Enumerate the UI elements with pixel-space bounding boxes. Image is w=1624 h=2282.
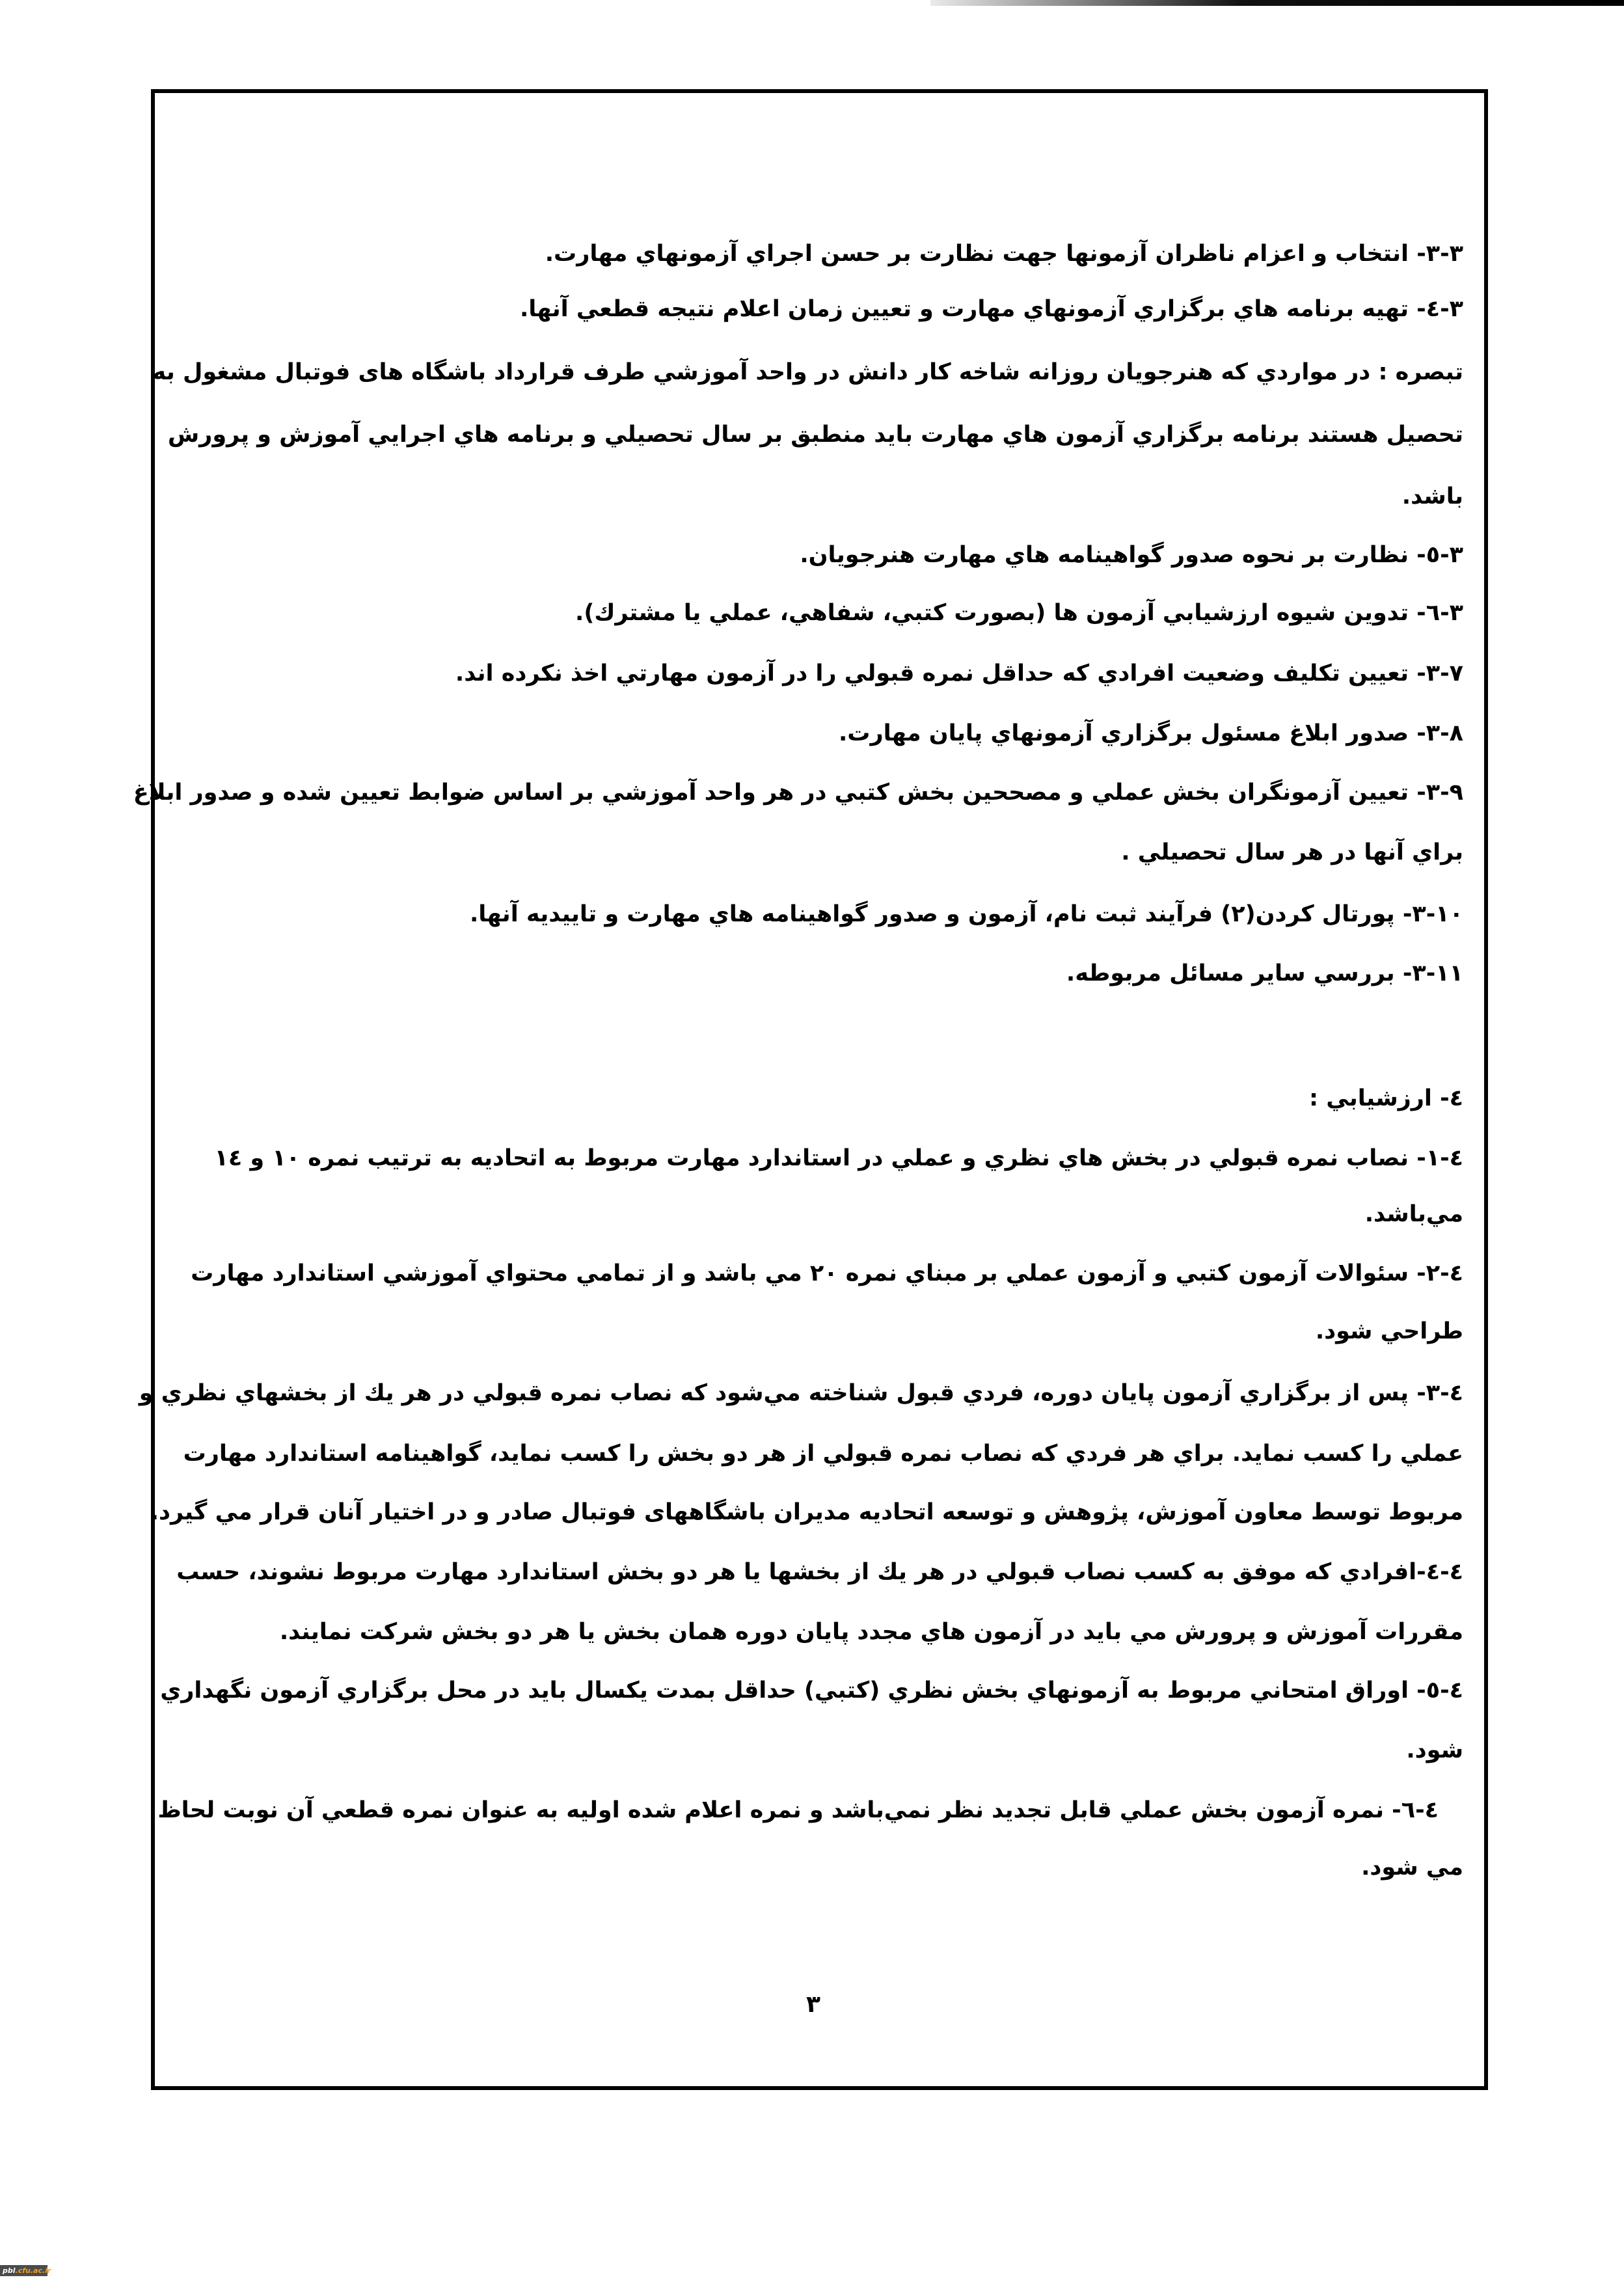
item-3-6: ۳-٦- تدوين شيوه ارزشيابي آزمون ها (بصورت كتبي، شفاهي، عملي يا مشترك). — [575, 600, 1463, 626]
note-label: تبصره : — [1378, 359, 1463, 385]
item-4-5-cont: شود. — [1406, 1737, 1463, 1763]
watermark-domain: .cfu.ac.ir — [15, 2266, 51, 2275]
item-3-8: ۳-۸- صدور ابلاغ مسئول برگزاري آزمونهاي پايان مهارت. — [838, 720, 1463, 746]
item-4-3-cont-1: عملي را كسب نمايد. براي هر فردي كه نصاب نمره قبولي از هر دو بخش را كسب نمايد، گواهينامه استاندارد مهارت — [183, 1441, 1463, 1467]
item-4-2-cont: طراحي شود. — [1315, 1318, 1463, 1344]
watermark-prefix: pbl — [3, 2266, 16, 2275]
item-3-9-cont: براي آنها در هر سال تحصيلي . — [1121, 839, 1463, 865]
item-4-3-cont-2: مربوط توسط معاون آموزش، پژوهش و توسعه اتحاديه مديران باشگاههای فوتبال صادر و در اختيار آنان قرار مي گيرد. — [150, 1499, 1463, 1525]
item-3-3: ۳-۳- انتخاب و اعزام ناظران آزمونها جهت نظارت بر حسن اجراي آزمونهاي مهارت. — [545, 241, 1463, 267]
item-4-6-cont: مي شود. — [1361, 1854, 1463, 1881]
item-3-7: ۳-۷- تعيين تكليف وضعيت افرادي كه حداقل نمره قبولي را در آزمون مهارتي اخذ نكرده اند. — [455, 660, 1463, 686]
item-4-5: ٤-٥- اوراق امتحاني مربوط به آزمونهاي بخش نظري (كتبي) حداقل بمدت يكسال بايد در محل برگزاري آزمون نگهداري — [160, 1678, 1463, 1704]
item-3-9: ۳-۹- تعيين آزمونگران بخش عملي و مصححين بخش كتبي در هر واحد آموزشي بر اساس ضوابط تعيين شده و صدور ابلاغ — [133, 780, 1463, 806]
note-line-1 — [152, 357, 1463, 388]
section-4-heading: ٤- ارزشيابي : — [1309, 1085, 1463, 1111]
item-4-2: ٤-۲- سئوالات آزمون كتبي و آزمون عملي بر مبناي نمره ۲۰ مي باشد و از تمامي محتواي آموزشي استاندارد مهارت — [191, 1260, 1463, 1286]
scan-artifact-bar — [930, 0, 1624, 6]
note-line-2: تحصيل هستند برنامه برگزاري آزمون هاي مهارت بايد منطبق بر سال تحصيلي و برنامه هاي اجرايي آموزش و پرورش — [167, 422, 1463, 448]
item-4-4-cont: مقررات آموزش و پرورش مي بايد در آزمون هاي مجدد پايان دوره همان بخش يا هر دو بخش شركت نمايند. — [279, 1619, 1463, 1645]
item-4-6: ٤-٦- نمره آزمون بخش عملي قابل تجديد نظر نمي‌باشد و نمره اعلام شده اوليه به عنوان نمره قطعي آن نوبت لحاظ — [157, 1797, 1439, 1823]
site-watermark[interactable] — [0, 2265, 51, 2276]
item-4-1: ٤-۱- نصاب نمره قبولي در بخش هاي نظري و عملي در استاندارد مهارت مربوط به اتحاديه به ترتيب نمره ۱۰ و ۱٤ — [214, 1145, 1463, 1171]
item-3-4: ۳-٤- تهيه برنامه هاي برگزاري آزمونهاي مهارت و تعيين زمان اعلام نتيجه قطعي آنها. — [519, 296, 1463, 322]
item-3-11: ۳-۱۱- بررسي ساير مسائل مربوطه. — [1066, 960, 1463, 986]
page-border-frame — [151, 89, 1488, 2090]
item-4-1-cont: مي‌باشد. — [1364, 1201, 1463, 1227]
note-line-3: باشد. — [1401, 483, 1463, 509]
item-3-5: ۳-٥- نظارت بر نحوه صدور گواهينامه هاي مهارت هنرجويان. — [800, 542, 1463, 568]
item-4-4: ٤-٤-افرادي كه موفق به كسب نصاب قبولي در هر يك از بخشها يا هر دو بخش استاندارد مهارت مربوط نشوند، حسب — [176, 1559, 1463, 1585]
note-text-1: در مواردي كه هنرجويان روزانه شاخه كار دانش در واحد آموزشي طرف قرارداد باشگاه های فوتبال مشغول به — [152, 359, 1379, 385]
item-3-10: ۳-۱۰- پورتال كردن(۲) فرآيند ثبت نام، آزمون و صدور گواهينامه هاي مهارت و تاييديه آنها. — [470, 901, 1463, 927]
item-4-3: ٤-۳- پس از برگزاري آزمون پايان دوره، فردي قبول شناخته مي‌شود كه نصاب نمره قبولي در هر يك از بخشهاي نظري و — [139, 1380, 1463, 1406]
page-number: ۳ — [806, 1991, 820, 2018]
